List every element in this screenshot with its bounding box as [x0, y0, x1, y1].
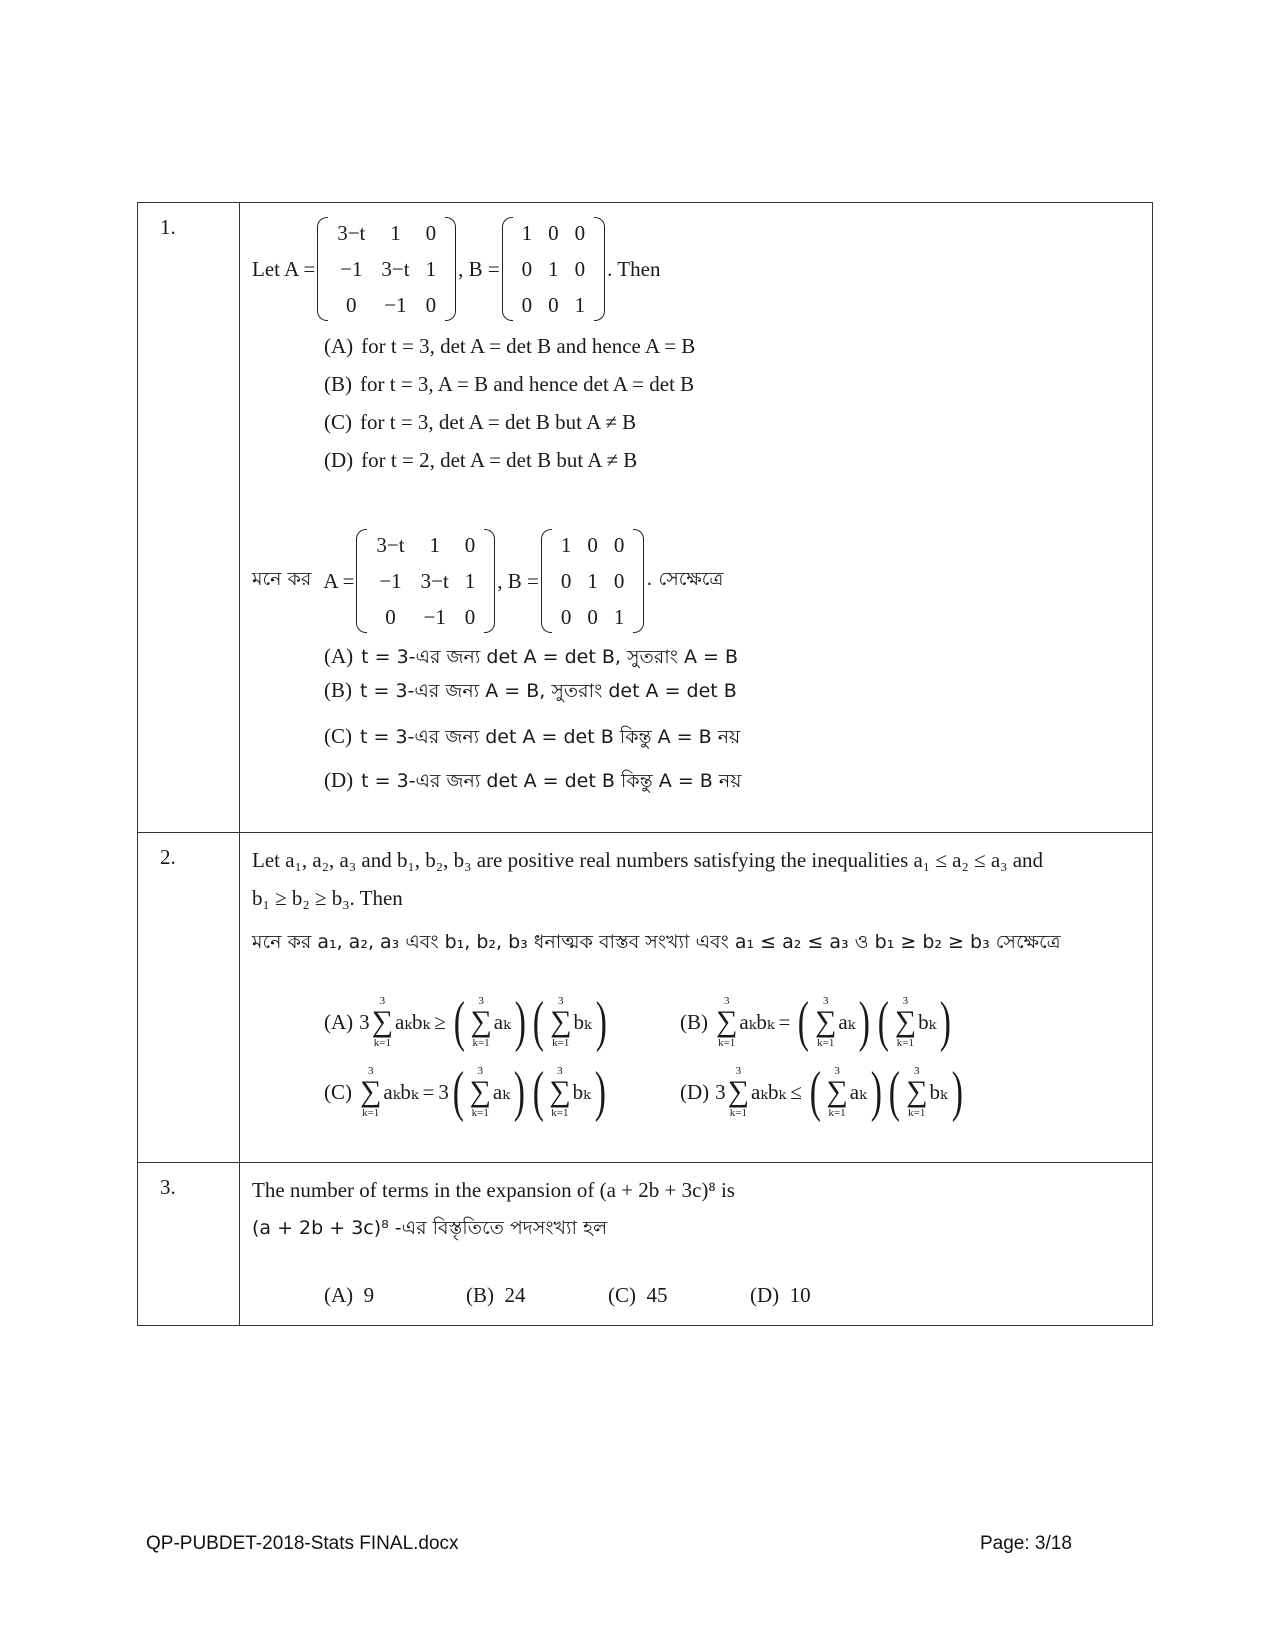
sum-lower: k=1	[552, 1037, 570, 1049]
matrix-cell: 1	[521, 221, 533, 245]
sum-term: aₖ	[493, 1009, 511, 1034]
option-d	[750, 1283, 892, 1308]
matrix-cell: 0	[464, 533, 476, 557]
matrix-cell: 1	[574, 293, 586, 317]
option-d	[680, 1061, 1036, 1123]
options-row	[324, 1275, 1140, 1315]
coefficient: 3	[715, 1079, 726, 1104]
matrix-cell: 1	[548, 257, 559, 281]
sum-term: aₖ	[849, 1079, 867, 1104]
question-row-2	[138, 833, 1153, 1163]
relation: ≥	[434, 1009, 446, 1034]
sum-symbol: 3 ∑ k=1	[894, 995, 917, 1049]
option-value: 45	[646, 1282, 668, 1307]
matrix-cell: −1	[423, 605, 446, 629]
matrix-cell: 0	[560, 569, 572, 593]
then-label: . Then	[607, 256, 661, 281]
option-text: t = 3-এর জন্য det A = det B কিন্তু A = B নয়	[360, 726, 741, 748]
matrix-cell: 0	[521, 257, 533, 281]
matrix-b	[500, 215, 608, 323]
paren-group: ( 3 ∑ k=1 aₖ )	[809, 1061, 882, 1123]
sum-symbol: 3 ∑ k=1	[906, 1065, 928, 1119]
question-text: Let a₁, a₂, a₃ and b₁, b₂, b₃ are positive real numbers satisfying the inequalities a₁ ≤ a₂ ≤ a₃ and	[252, 848, 1044, 872]
option-label: (C)	[608, 1282, 636, 1307]
sum-lower: k=1	[896, 1037, 915, 1049]
sum-term: bₖ	[918, 1009, 937, 1034]
option-text: for t = 3, det A = det B but A ≠ B	[360, 410, 637, 434]
options-row-ab	[324, 987, 1140, 1057]
sum-lower: k=1	[828, 1107, 846, 1119]
option-text: for t = 3, A = B and hence det A = det B	[360, 372, 695, 396]
sum-symbol: 3 ∑ k=1	[815, 995, 837, 1049]
matrix-cell: −1	[340, 257, 363, 281]
question-text: The number of terms in the expansion of (a + 2b + 3c)⁸ is	[252, 1178, 735, 1202]
bengali-intro: মনে কর	[252, 568, 312, 590]
matrix-cell: 3−t	[420, 569, 449, 593]
option-a	[324, 1283, 466, 1308]
sum-lower: k=1	[729, 1107, 747, 1119]
matrix-cell: −1	[379, 569, 402, 593]
question-body	[240, 1163, 1153, 1326]
option-label: (D)	[324, 448, 354, 472]
matrix-cell: 1	[390, 221, 401, 245]
sum-symbol: 3 ∑ k=1	[826, 1065, 848, 1119]
option-label: (A)	[324, 1282, 354, 1307]
option-c	[324, 1061, 680, 1123]
matrix-b	[539, 527, 647, 635]
option-a	[324, 991, 680, 1053]
matrix-cell: −1	[384, 293, 407, 317]
matrix-cell: 0	[425, 293, 437, 317]
paren-group: ( 3 ∑ k=1 bₖ )	[533, 991, 607, 1053]
option-c	[608, 1283, 750, 1308]
sum-upper: 3	[723, 995, 730, 1007]
sum-upper: 3	[478, 995, 484, 1007]
option-value: 24	[504, 1282, 526, 1307]
bengali-question-text: (a + 2b + 3c)⁸ -এর বিস্তৃতিতে পদসংখ্যা হল	[252, 1217, 608, 1239]
matrix-cell: 1	[560, 533, 572, 557]
option-label: (A)	[324, 334, 354, 358]
option-label: (D)	[680, 1079, 710, 1104]
let-a-label: Let A =	[252, 256, 316, 281]
question-number: 3.	[138, 1163, 240, 1326]
relation: =	[778, 1009, 791, 1034]
sum-term: aₖ	[492, 1079, 510, 1104]
matrix-cell: 3−t	[376, 533, 405, 557]
sum-lower: k=1	[551, 1107, 569, 1119]
sum-symbol: 3 ∑ k=1	[371, 995, 394, 1049]
option-text: for t = 2, det A = det B but A ≠ B	[361, 448, 638, 472]
sum-term: aₖbₖ	[383, 1079, 419, 1104]
sum-upper: 3	[367, 1065, 374, 1077]
matrix-cell: 1	[613, 605, 625, 629]
matrix-a	[354, 527, 497, 635]
sum-term: bₖ	[929, 1079, 948, 1104]
paren-group: ( 3 ∑ k=1 bₖ )	[877, 991, 952, 1053]
option-text: t = 3-এর জন্য det A = det B, সুতরাং A = B	[361, 646, 738, 668]
matrix-cell: 1	[429, 533, 440, 557]
sum-lower: k=1	[908, 1107, 926, 1119]
relation: ≤	[790, 1079, 802, 1104]
option-text: t = 3-এর জন্য A = B, সুতরাং det A = det B	[360, 680, 737, 702]
option-label: (B)	[680, 1009, 708, 1034]
option-b	[466, 1283, 608, 1308]
sum-upper: 3	[379, 995, 386, 1007]
sum-upper: 3	[822, 995, 829, 1007]
option-text: t = 3-এর জন্য det A = det B কিন্তু A = B নয়	[361, 770, 742, 792]
a-equals-label: A =	[323, 568, 355, 593]
footer-page-number: Page: 3/18	[980, 1533, 1072, 1554]
matrix-cell: 1	[425, 257, 437, 281]
sum-term: aₖ	[838, 1009, 856, 1034]
question-row-3	[138, 1163, 1153, 1326]
matrix-cell: 0	[346, 293, 357, 317]
matrix-cell: 0	[587, 605, 598, 629]
question-text-continued: b₁ ≥ b₂ ≥ b₃. Then	[252, 886, 403, 910]
bengali-option-a	[324, 639, 1140, 673]
question-body	[240, 203, 1153, 833]
bengali-then: . সেক্ষেত্রে	[646, 568, 724, 590]
paren-group: ( 3 ∑ k=1 aₖ )	[452, 1061, 525, 1123]
matrix-cell: 0	[464, 605, 476, 629]
option-label: (C)	[324, 724, 352, 748]
option-c	[324, 403, 1140, 441]
coefficient: 3	[359, 1009, 370, 1034]
sum-lower: k=1	[472, 1037, 490, 1049]
matrix-cell: 0	[385, 605, 396, 629]
matrix-cell: 1	[587, 569, 598, 593]
matrix-cell: 0	[574, 221, 586, 245]
sum-term: aₖbₖ	[739, 1009, 775, 1034]
option-label: (A)	[324, 644, 354, 668]
option-label: (B)	[466, 1282, 494, 1307]
question-row-1	[138, 203, 1153, 833]
matrix-cell: 0	[613, 569, 625, 593]
question-table	[137, 202, 1153, 1326]
matrix-cell: 0	[548, 221, 559, 245]
question-body	[240, 833, 1153, 1163]
sum-symbol: 3 ∑ k=1	[727, 1065, 750, 1119]
matrix-cell: 0	[521, 293, 533, 317]
b-equals-label: , B =	[458, 256, 500, 281]
paren-group: ( 3 ∑ k=1 aₖ )	[453, 991, 526, 1053]
matrix-cell: 1	[464, 569, 476, 593]
footer-filename: QP-PUBDET-2018-Stats FINAL.docx	[146, 1533, 459, 1554]
option-label: (D)	[324, 768, 354, 792]
options-row-cd	[324, 1057, 1140, 1127]
paren-group: ( 3 ∑ k=1 bₖ )	[889, 1061, 963, 1123]
sum-symbol: 3 ∑ k=1	[550, 995, 572, 1049]
sum-upper: 3	[735, 1065, 742, 1077]
sum-term: bₖ	[572, 1079, 591, 1104]
matrix-a	[315, 215, 458, 323]
paren-group: ( 3 ∑ k=1 bₖ )	[532, 1061, 606, 1123]
sum-symbol: 3 ∑ k=1	[360, 1065, 382, 1119]
matrix-cell: 3−t	[337, 221, 366, 245]
matrix-cell: 0	[587, 533, 598, 557]
option-value: 9	[363, 1282, 375, 1307]
matrix-cell: 0	[425, 221, 437, 245]
bengali-option-d	[324, 761, 1140, 799]
matrix-cell: 0	[574, 257, 586, 281]
sum-upper: 3	[902, 995, 909, 1007]
matrix-cell: 0	[548, 293, 559, 317]
sum-lower: k=1	[373, 1037, 391, 1049]
bengali-question-text: মনে কর a₁, a₂, a₃ এবং b₁, b₂, b₃ ধনাত্মক বাস্তব সংখ্যা এবং a₁ ≤ a₂ ≤ a₃ ও b₁ ≥ b₂ ≥ b₃ সেক্ষেত্রে	[252, 931, 1061, 953]
sum-lower: k=1	[471, 1107, 489, 1119]
sum-upper: 3	[557, 1065, 563, 1077]
option-value: 10	[789, 1282, 811, 1307]
option-d	[324, 441, 1140, 479]
b-equals-label: , B =	[497, 568, 539, 593]
bengali-option-c	[324, 717, 1140, 761]
matrix-statement	[252, 211, 1140, 327]
option-label: (D)	[750, 1282, 780, 1307]
matrix-cell: 0	[560, 605, 572, 629]
option-a	[324, 327, 1140, 365]
sum-lower: k=1	[362, 1107, 380, 1119]
question-number: 1.	[138, 203, 240, 833]
bengali-matrix-statement	[252, 523, 1140, 639]
option-label: (B)	[324, 372, 352, 396]
sum-symbol: 3 ∑ k=1	[549, 1065, 571, 1119]
sum-term: aₖbₖ	[395, 1009, 431, 1034]
sum-term: bₖ	[573, 1009, 592, 1034]
sum-symbol: 3 ∑ k=1	[470, 995, 492, 1049]
option-b	[324, 365, 1140, 403]
sum-term: aₖbₖ	[751, 1079, 787, 1104]
sum-lower: k=1	[718, 1037, 736, 1049]
matrix-cell: 3−t	[381, 257, 410, 281]
sum-upper: 3	[477, 1065, 483, 1077]
option-label: (B)	[324, 678, 352, 702]
bengali-option-b	[324, 673, 1140, 717]
option-label: (C)	[324, 1079, 352, 1104]
question-number: 2.	[138, 833, 240, 1163]
sum-upper: 3	[558, 995, 564, 1007]
sum-symbol: 3 ∑ k=1	[716, 995, 738, 1049]
option-label: (C)	[324, 410, 352, 434]
sum-symbol: 3 ∑ k=1	[469, 1065, 491, 1119]
matrix-cell: 0	[613, 533, 625, 557]
coefficient: 3	[438, 1079, 449, 1104]
paren-group: ( 3 ∑ k=1 aₖ )	[798, 991, 871, 1053]
relation: =	[422, 1079, 435, 1104]
option-text: for t = 3, det A = det B and hence A = B	[361, 334, 696, 358]
sum-upper: 3	[834, 1065, 840, 1077]
option-b	[680, 991, 1036, 1053]
option-label: (A)	[324, 1009, 354, 1034]
sum-lower: k=1	[817, 1037, 835, 1049]
sum-upper: 3	[914, 1065, 920, 1077]
